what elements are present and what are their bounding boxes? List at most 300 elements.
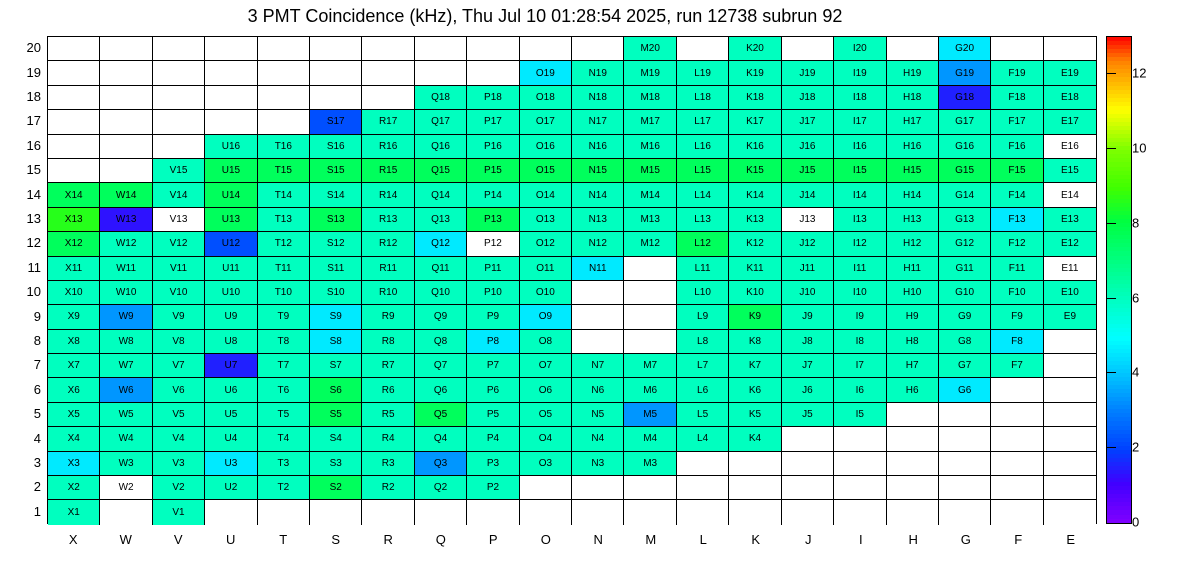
heatmap-cell[interactable]: M18 [624, 86, 676, 110]
heatmap-cell[interactable]: H13 [887, 208, 939, 232]
heatmap-cell[interactable]: E19 [1044, 61, 1096, 85]
heatmap-cell[interactable]: G18 [939, 86, 991, 110]
heatmap-cell[interactable]: M6 [624, 378, 676, 402]
heatmap-cell[interactable]: H15 [887, 159, 939, 183]
heatmap-cell[interactable]: R6 [362, 378, 414, 402]
heatmap-cell[interactable]: G19 [939, 61, 991, 85]
heatmap-cell[interactable]: H17 [887, 110, 939, 134]
heatmap-cell[interactable]: U10 [205, 281, 257, 305]
heatmap-cell[interactable]: X14 [48, 183, 100, 207]
heatmap-cell[interactable]: W5 [100, 403, 152, 427]
heatmap-cell[interactable]: P2 [467, 476, 519, 500]
heatmap-cell[interactable]: U13 [205, 208, 257, 232]
heatmap-cell[interactable]: V8 [153, 330, 205, 354]
heatmap-cell[interactable]: I12 [834, 232, 886, 256]
heatmap-cell[interactable]: X12 [48, 232, 100, 256]
heatmap-cell[interactable]: L14 [677, 183, 729, 207]
heatmap-cell[interactable]: O15 [520, 159, 572, 183]
heatmap-cell[interactable]: V7 [153, 354, 205, 378]
heatmap-cell[interactable]: W11 [100, 257, 152, 281]
heatmap-cell[interactable]: T4 [258, 427, 310, 451]
heatmap-cell[interactable]: O7 [520, 354, 572, 378]
heatmap-cell[interactable]: S16 [310, 135, 362, 159]
heatmap-cell[interactable]: G8 [939, 330, 991, 354]
heatmap-cell[interactable]: N7 [572, 354, 624, 378]
heatmap-cell[interactable]: W4 [100, 427, 152, 451]
heatmap-cell[interactable]: S7 [310, 354, 362, 378]
heatmap-cell[interactable]: K15 [729, 159, 781, 183]
heatmap-cell[interactable]: I11 [834, 257, 886, 281]
heatmap-cell[interactable]: O9 [520, 305, 572, 329]
heatmap-cell[interactable]: F12 [991, 232, 1043, 256]
heatmap-cell[interactable]: P15 [467, 159, 519, 183]
heatmap-cell[interactable]: V14 [153, 183, 205, 207]
heatmap-cell[interactable]: K18 [729, 86, 781, 110]
heatmap-cell[interactable]: T9 [258, 305, 310, 329]
heatmap-cell[interactable]: S4 [310, 427, 362, 451]
heatmap-cell[interactable]: L16 [677, 135, 729, 159]
heatmap-cell[interactable]: K10 [729, 281, 781, 305]
heatmap-cell[interactable]: K12 [729, 232, 781, 256]
heatmap-cell[interactable]: I14 [834, 183, 886, 207]
heatmap-cell[interactable]: R15 [362, 159, 414, 183]
heatmap-cell[interactable]: T13 [258, 208, 310, 232]
heatmap-cell[interactable]: S2 [310, 476, 362, 500]
heatmap-cell[interactable]: F10 [991, 281, 1043, 305]
heatmap-cell[interactable]: H11 [887, 257, 939, 281]
heatmap-cell[interactable]: W3 [100, 452, 152, 476]
heatmap-cell[interactable]: G11 [939, 257, 991, 281]
heatmap-cell[interactable]: P14 [467, 183, 519, 207]
heatmap-cell[interactable]: F13 [991, 208, 1043, 232]
heatmap-cell[interactable]: O18 [520, 86, 572, 110]
heatmap-cell[interactable]: R5 [362, 403, 414, 427]
heatmap-cell[interactable]: W12 [100, 232, 152, 256]
heatmap-cell[interactable]: X3 [48, 452, 100, 476]
heatmap-cell[interactable]: X9 [48, 305, 100, 329]
heatmap-cell[interactable]: T6 [258, 378, 310, 402]
heatmap-cell[interactable]: W9 [100, 305, 152, 329]
heatmap-cell[interactable]: T2 [258, 476, 310, 500]
heatmap-cell[interactable]: R7 [362, 354, 414, 378]
heatmap-cell[interactable]: N4 [572, 427, 624, 451]
heatmap-cell[interactable]: J11 [782, 257, 834, 281]
heatmap-cell[interactable]: U8 [205, 330, 257, 354]
heatmap-cell[interactable]: L15 [677, 159, 729, 183]
heatmap-cell[interactable]: S12 [310, 232, 362, 256]
heatmap-cell[interactable]: U4 [205, 427, 257, 451]
heatmap-cell[interactable]: J9 [782, 305, 834, 329]
heatmap-cell[interactable]: S11 [310, 257, 362, 281]
heatmap-cell[interactable]: G7 [939, 354, 991, 378]
heatmap-cell[interactable]: I7 [834, 354, 886, 378]
heatmap-cell[interactable]: J8 [782, 330, 834, 354]
heatmap-cell[interactable]: X1 [48, 500, 100, 524]
heatmap-cell[interactable]: I5 [834, 403, 886, 427]
heatmap-cell[interactable]: Q18 [415, 86, 467, 110]
heatmap-cell[interactable]: U2 [205, 476, 257, 500]
heatmap-cell[interactable]: F11 [991, 257, 1043, 281]
heatmap-cell[interactable]: Q3 [415, 452, 467, 476]
heatmap-cell[interactable]: O17 [520, 110, 572, 134]
heatmap-cell[interactable]: O19 [520, 61, 572, 85]
heatmap-cell[interactable]: R9 [362, 305, 414, 329]
heatmap-cell[interactable]: N3 [572, 452, 624, 476]
heatmap-cell[interactable]: V9 [153, 305, 205, 329]
heatmap-cell[interactable]: V5 [153, 403, 205, 427]
heatmap-cell[interactable]: J6 [782, 378, 834, 402]
heatmap-cell[interactable]: E13 [1044, 208, 1096, 232]
heatmap-cell[interactable]: Q7 [415, 354, 467, 378]
heatmap-cell[interactable]: U3 [205, 452, 257, 476]
heatmap-cell[interactable]: L4 [677, 427, 729, 451]
heatmap-cell[interactable]: M14 [624, 183, 676, 207]
heatmap-cell[interactable]: O16 [520, 135, 572, 159]
heatmap-cell[interactable]: Q14 [415, 183, 467, 207]
heatmap-cell[interactable]: J7 [782, 354, 834, 378]
heatmap-cell[interactable]: Q17 [415, 110, 467, 134]
heatmap-cell[interactable]: R14 [362, 183, 414, 207]
heatmap-cell[interactable]: R2 [362, 476, 414, 500]
heatmap-cell[interactable]: S13 [310, 208, 362, 232]
heatmap-cell[interactable]: L19 [677, 61, 729, 85]
heatmap-cell[interactable]: V3 [153, 452, 205, 476]
heatmap-cell[interactable]: J17 [782, 110, 834, 134]
heatmap-cell[interactable]: Q13 [415, 208, 467, 232]
heatmap-cell[interactable]: E11 [1044, 257, 1096, 281]
heatmap-cell[interactable]: H6 [887, 378, 939, 402]
heatmap-cell[interactable]: P7 [467, 354, 519, 378]
heatmap-cell[interactable]: P3 [467, 452, 519, 476]
heatmap-cell[interactable]: R11 [362, 257, 414, 281]
heatmap-cell[interactable]: Q10 [415, 281, 467, 305]
heatmap-cell[interactable]: Q2 [415, 476, 467, 500]
heatmap-cell[interactable]: N5 [572, 403, 624, 427]
heatmap-cell[interactable]: M17 [624, 110, 676, 134]
heatmap-cell[interactable]: V1 [153, 500, 205, 524]
heatmap-cell[interactable]: W7 [100, 354, 152, 378]
heatmap-cell[interactable]: F16 [991, 135, 1043, 159]
heatmap-cell[interactable]: M15 [624, 159, 676, 183]
heatmap-cell[interactable]: U12 [205, 232, 257, 256]
heatmap-cell[interactable]: I13 [834, 208, 886, 232]
heatmap-cell[interactable]: S15 [310, 159, 362, 183]
heatmap-cell[interactable]: E10 [1044, 281, 1096, 305]
heatmap-cell[interactable]: N19 [572, 61, 624, 85]
heatmap-cell[interactable]: E18 [1044, 86, 1096, 110]
heatmap-cell[interactable]: W2 [100, 476, 152, 500]
heatmap-cell[interactable]: P5 [467, 403, 519, 427]
heatmap-cell[interactable]: G6 [939, 378, 991, 402]
heatmap-cell[interactable]: J18 [782, 86, 834, 110]
heatmap-cell[interactable]: O5 [520, 403, 572, 427]
heatmap-cell[interactable]: E14 [1044, 183, 1096, 207]
heatmap-cell[interactable]: H18 [887, 86, 939, 110]
heatmap-cell[interactable]: T5 [258, 403, 310, 427]
heatmap-cell[interactable]: S6 [310, 378, 362, 402]
heatmap-cell[interactable]: E16 [1044, 135, 1096, 159]
heatmap-cell[interactable]: G16 [939, 135, 991, 159]
heatmap-cell[interactable]: J19 [782, 61, 834, 85]
heatmap-cell[interactable]: H16 [887, 135, 939, 159]
heatmap-cell[interactable]: O12 [520, 232, 572, 256]
heatmap-cell[interactable]: K11 [729, 257, 781, 281]
heatmap-cell[interactable]: P9 [467, 305, 519, 329]
heatmap-cell[interactable]: F18 [991, 86, 1043, 110]
heatmap-cell[interactable]: J15 [782, 159, 834, 183]
heatmap-cell[interactable]: V12 [153, 232, 205, 256]
heatmap-cell[interactable]: X6 [48, 378, 100, 402]
heatmap-cell[interactable]: Q11 [415, 257, 467, 281]
heatmap-cell[interactable]: R3 [362, 452, 414, 476]
heatmap-cell[interactable]: L10 [677, 281, 729, 305]
heatmap-cell[interactable]: K16 [729, 135, 781, 159]
heatmap-cell[interactable]: N11 [572, 257, 624, 281]
heatmap-cell[interactable]: K8 [729, 330, 781, 354]
heatmap-cell[interactable]: X4 [48, 427, 100, 451]
heatmap-cell[interactable]: Q4 [415, 427, 467, 451]
heatmap-cell[interactable]: O6 [520, 378, 572, 402]
heatmap-cell[interactable]: F8 [991, 330, 1043, 354]
heatmap-cell[interactable]: W6 [100, 378, 152, 402]
heatmap-cell[interactable]: P18 [467, 86, 519, 110]
heatmap-cell[interactable]: T11 [258, 257, 310, 281]
heatmap-cell[interactable]: L7 [677, 354, 729, 378]
heatmap-cell[interactable]: Q15 [415, 159, 467, 183]
heatmap-cell[interactable]: S3 [310, 452, 362, 476]
heatmap-cell[interactable]: K7 [729, 354, 781, 378]
heatmap-cell[interactable]: M16 [624, 135, 676, 159]
heatmap-cell[interactable]: O10 [520, 281, 572, 305]
heatmap-cell[interactable]: X13 [48, 208, 100, 232]
heatmap-cell[interactable]: X7 [48, 354, 100, 378]
heatmap-cell[interactable]: H7 [887, 354, 939, 378]
heatmap-cell[interactable]: X10 [48, 281, 100, 305]
heatmap-cell[interactable]: P11 [467, 257, 519, 281]
heatmap-cell[interactable]: N16 [572, 135, 624, 159]
heatmap-cell[interactable]: W14 [100, 183, 152, 207]
heatmap-cell[interactable]: L17 [677, 110, 729, 134]
heatmap-cell[interactable]: K14 [729, 183, 781, 207]
heatmap-cell[interactable]: S10 [310, 281, 362, 305]
heatmap-cell[interactable]: H10 [887, 281, 939, 305]
heatmap-cell[interactable]: V13 [153, 208, 205, 232]
heatmap-cell[interactable]: E17 [1044, 110, 1096, 134]
heatmap-cell[interactable]: P13 [467, 208, 519, 232]
heatmap-cell[interactable]: T3 [258, 452, 310, 476]
heatmap-cell[interactable]: S14 [310, 183, 362, 207]
heatmap-cell[interactable]: J14 [782, 183, 834, 207]
heatmap-cell[interactable]: J13 [782, 208, 834, 232]
heatmap-cell[interactable]: G13 [939, 208, 991, 232]
heatmap-cell[interactable]: M19 [624, 61, 676, 85]
heatmap-cell[interactable]: T8 [258, 330, 310, 354]
heatmap-cell[interactable]: H8 [887, 330, 939, 354]
heatmap-cell[interactable]: P4 [467, 427, 519, 451]
heatmap-cell[interactable]: J12 [782, 232, 834, 256]
heatmap-cell[interactable]: K6 [729, 378, 781, 402]
heatmap-cell[interactable]: K4 [729, 427, 781, 451]
heatmap-cell[interactable]: I8 [834, 330, 886, 354]
heatmap-cell[interactable]: Q16 [415, 135, 467, 159]
heatmap-cell[interactable]: U9 [205, 305, 257, 329]
heatmap-cell[interactable]: I17 [834, 110, 886, 134]
heatmap-cell[interactable]: R16 [362, 135, 414, 159]
heatmap-cell[interactable]: N15 [572, 159, 624, 183]
heatmap-cell[interactable]: G17 [939, 110, 991, 134]
heatmap-cell[interactable]: K9 [729, 305, 781, 329]
heatmap-cell[interactable]: U16 [205, 135, 257, 159]
heatmap-cell[interactable]: T14 [258, 183, 310, 207]
heatmap-cell[interactable]: W8 [100, 330, 152, 354]
heatmap-cell[interactable]: O13 [520, 208, 572, 232]
heatmap-cell[interactable]: H19 [887, 61, 939, 85]
heatmap-cell[interactable]: I16 [834, 135, 886, 159]
heatmap-cell[interactable]: G9 [939, 305, 991, 329]
heatmap-cell[interactable]: T10 [258, 281, 310, 305]
heatmap-cell[interactable]: I20 [834, 37, 886, 61]
heatmap-cell[interactable]: X2 [48, 476, 100, 500]
heatmap-cell[interactable]: O8 [520, 330, 572, 354]
heatmap-cell[interactable]: E15 [1044, 159, 1096, 183]
heatmap-cell[interactable]: V11 [153, 257, 205, 281]
heatmap-cell[interactable]: H9 [887, 305, 939, 329]
heatmap-cell[interactable]: M5 [624, 403, 676, 427]
heatmap-cell[interactable]: J16 [782, 135, 834, 159]
heatmap-cell[interactable]: L6 [677, 378, 729, 402]
heatmap-cell[interactable]: F17 [991, 110, 1043, 134]
heatmap-cell[interactable]: O14 [520, 183, 572, 207]
heatmap-cell[interactable]: W10 [100, 281, 152, 305]
heatmap-cell[interactable]: Q12 [415, 232, 467, 256]
heatmap-cell[interactable]: I19 [834, 61, 886, 85]
heatmap-cell[interactable]: V6 [153, 378, 205, 402]
heatmap-cell[interactable]: N6 [572, 378, 624, 402]
heatmap-cell[interactable]: P8 [467, 330, 519, 354]
heatmap-cell[interactable]: T15 [258, 159, 310, 183]
heatmap-cell[interactable]: I18 [834, 86, 886, 110]
heatmap-cell[interactable]: R10 [362, 281, 414, 305]
heatmap-cell[interactable]: U5 [205, 403, 257, 427]
heatmap-cell[interactable]: N14 [572, 183, 624, 207]
heatmap-cell[interactable]: E12 [1044, 232, 1096, 256]
heatmap-cell[interactable]: P17 [467, 110, 519, 134]
heatmap-cell[interactable]: G20 [939, 37, 991, 61]
heatmap-cell[interactable]: N13 [572, 208, 624, 232]
heatmap-cell[interactable]: R8 [362, 330, 414, 354]
heatmap-cell[interactable]: P12 [467, 232, 519, 256]
heatmap-cell[interactable]: G14 [939, 183, 991, 207]
heatmap-cell[interactable]: X8 [48, 330, 100, 354]
heatmap-cell[interactable]: O3 [520, 452, 572, 476]
heatmap-cell[interactable]: M4 [624, 427, 676, 451]
heatmap-cell[interactable]: J10 [782, 281, 834, 305]
heatmap-cell[interactable]: N18 [572, 86, 624, 110]
heatmap-cell[interactable]: M7 [624, 354, 676, 378]
heatmap-cell[interactable]: M3 [624, 452, 676, 476]
heatmap-cell[interactable]: M12 [624, 232, 676, 256]
heatmap-cell[interactable]: G10 [939, 281, 991, 305]
heatmap-cell[interactable]: R12 [362, 232, 414, 256]
heatmap-cell[interactable]: F7 [991, 354, 1043, 378]
heatmap-cell[interactable]: W13 [100, 208, 152, 232]
heatmap-cell[interactable]: S9 [310, 305, 362, 329]
heatmap-cell[interactable]: X11 [48, 257, 100, 281]
heatmap-cell[interactable]: U7 [205, 354, 257, 378]
heatmap-cell[interactable]: I6 [834, 378, 886, 402]
heatmap-cell[interactable]: P6 [467, 378, 519, 402]
heatmap-cell[interactable]: U6 [205, 378, 257, 402]
heatmap-cell[interactable]: L12 [677, 232, 729, 256]
heatmap-cell[interactable]: F19 [991, 61, 1043, 85]
heatmap-cell[interactable]: S8 [310, 330, 362, 354]
heatmap-cell[interactable]: L11 [677, 257, 729, 281]
heatmap-cell[interactable]: L8 [677, 330, 729, 354]
heatmap-cell[interactable]: I9 [834, 305, 886, 329]
heatmap-cell[interactable]: T7 [258, 354, 310, 378]
heatmap-cell[interactable]: T12 [258, 232, 310, 256]
heatmap-cell[interactable]: R4 [362, 427, 414, 451]
heatmap-cell[interactable]: K13 [729, 208, 781, 232]
heatmap-cell[interactable]: J5 [782, 403, 834, 427]
heatmap-cell[interactable]: K17 [729, 110, 781, 134]
heatmap-cell[interactable]: E9 [1044, 305, 1096, 329]
heatmap-cell[interactable]: K5 [729, 403, 781, 427]
heatmap-cell[interactable]: H12 [887, 232, 939, 256]
heatmap-cell[interactable]: P10 [467, 281, 519, 305]
heatmap-cell[interactable]: V15 [153, 159, 205, 183]
heatmap-cell[interactable]: L9 [677, 305, 729, 329]
heatmap-cell[interactable]: N17 [572, 110, 624, 134]
heatmap-cell[interactable]: S5 [310, 403, 362, 427]
heatmap-cell[interactable]: F15 [991, 159, 1043, 183]
heatmap-cell[interactable]: O4 [520, 427, 572, 451]
heatmap-cell[interactable]: Q8 [415, 330, 467, 354]
heatmap-cell[interactable]: R17 [362, 110, 414, 134]
heatmap-cell[interactable]: Q9 [415, 305, 467, 329]
heatmap-cell[interactable]: L18 [677, 86, 729, 110]
heatmap-cell[interactable]: T16 [258, 135, 310, 159]
heatmap-cell[interactable]: S17 [310, 110, 362, 134]
heatmap-cell[interactable]: K20 [729, 37, 781, 61]
heatmap-cell[interactable]: P16 [467, 135, 519, 159]
heatmap-cell[interactable]: V4 [153, 427, 205, 451]
heatmap-cell[interactable]: G15 [939, 159, 991, 183]
heatmap-cell[interactable]: L5 [677, 403, 729, 427]
heatmap-cell[interactable]: O11 [520, 257, 572, 281]
heatmap-cell[interactable]: X5 [48, 403, 100, 427]
heatmap-cell[interactable]: K19 [729, 61, 781, 85]
heatmap-cell[interactable]: F9 [991, 305, 1043, 329]
heatmap-cell[interactable]: U15 [205, 159, 257, 183]
heatmap-cell[interactable]: U14 [205, 183, 257, 207]
heatmap-cell[interactable]: U11 [205, 257, 257, 281]
heatmap-cell[interactable]: R13 [362, 208, 414, 232]
heatmap-cell[interactable]: N12 [572, 232, 624, 256]
heatmap-cell[interactable]: F14 [991, 183, 1043, 207]
heatmap-cell[interactable]: I15 [834, 159, 886, 183]
heatmap-cell[interactable]: M13 [624, 208, 676, 232]
heatmap-cell[interactable]: V10 [153, 281, 205, 305]
heatmap-cell[interactable]: L13 [677, 208, 729, 232]
heatmap-cell[interactable]: V2 [153, 476, 205, 500]
heatmap-cell[interactable]: G12 [939, 232, 991, 256]
heatmap-cell[interactable]: Q6 [415, 378, 467, 402]
heatmap-cell[interactable]: Q5 [415, 403, 467, 427]
heatmap-cell[interactable]: H14 [887, 183, 939, 207]
heatmap-cell[interactable]: I10 [834, 281, 886, 305]
heatmap-cell[interactable]: M20 [624, 37, 676, 61]
